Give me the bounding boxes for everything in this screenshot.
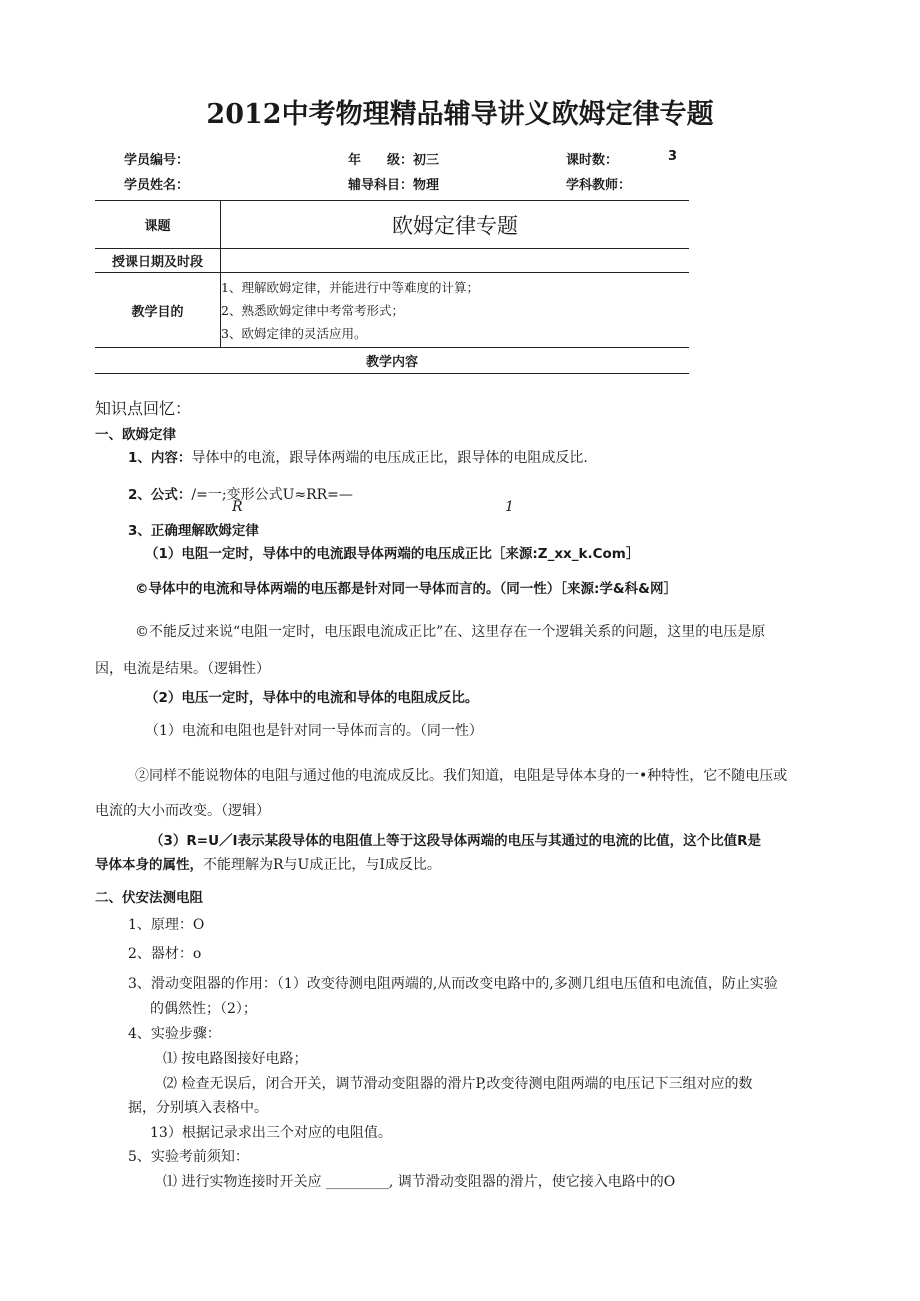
point-3-line1: （3）R=U／I表示某段导体的电阻值上等于这段导体两端的电压与其通过的电流的比值，这个比值R是 xyxy=(150,833,761,849)
step-2-line1: ⑵ 检查无误后，闭合开关，调节滑动变阻器的滑片P,改变待测电阻两端的电压记下三组对应的数 xyxy=(163,1076,753,1092)
hours-value: 3 xyxy=(668,149,678,164)
step-2-line2: 据，分别填入表格中。 xyxy=(128,1100,268,1116)
principle-line: 1、原理：O xyxy=(128,917,205,933)
point-2b-line2: 电流的大小而改变。（逻辑） xyxy=(95,803,270,819)
ohm-content-label: 1、内容： xyxy=(128,450,192,466)
ohm-formula-text: /=一;变形公式U≈RR=— xyxy=(191,487,353,503)
lesson-info-table xyxy=(95,200,689,374)
rheostat-line2: 的偶然性；（2）； xyxy=(150,1001,257,1017)
content-label: 教学内容 xyxy=(95,348,689,374)
goal-item: 1、理解欧姆定律，并能进行中等难度的计算； xyxy=(221,279,479,295)
subject-label: 辅导科目：物理 xyxy=(348,178,440,193)
rheostat-line1: 3、滑动变阻器的作用：（1）改变待测电阻两端的,从而改变电路中的,多测几组电压值和电流值，防止实验 xyxy=(128,976,778,992)
formula-one: 1 xyxy=(505,499,514,515)
goal-item: 2、熟悉欧姆定律中考常考形式； xyxy=(221,302,404,318)
goal-list xyxy=(221,273,690,348)
goal-item: 3、欧姆定律的灵活应用。 xyxy=(221,325,367,341)
understand-heading: 3、正确理解欧姆定律 xyxy=(128,523,259,539)
grade-label: 年 级：初三 xyxy=(348,153,440,168)
point-1b-line1: ©不能反过来说“电阻一定时，电压跟电流成正比”在、这里存在一个逻辑关系的问题，这里的电压是原 xyxy=(135,624,766,640)
ohm-content-text: 导体中的电流，跟导体两端的电压成正比，跟导体的电阻成反比. xyxy=(191,450,588,466)
content-row xyxy=(95,348,689,374)
document-title: 2012中考物理精品辅导讲义欧姆定律专题 xyxy=(206,99,714,130)
point-2a: （1）电流和电阻也是针对同一导体而言的。（同一性） xyxy=(145,723,483,739)
ohm-content-line xyxy=(128,446,588,467)
point-2b-line1: ②同样不能说物体的电阻与通过他的电流成反比。我们知道，电阻是导体本身的一•种特性，它不随电压或 xyxy=(135,768,788,784)
point-3-rest: 不能理解为R与U成正比，与I成反比。 xyxy=(203,857,441,873)
goal-row xyxy=(95,273,689,348)
date-label: 授课日期及时段 xyxy=(95,249,221,273)
teacher-label: 学科教师： xyxy=(566,178,632,193)
point-1b-line2: 因，电流是结果。（逻辑性） xyxy=(95,661,270,677)
section1-heading: 一、欧姆定律 xyxy=(95,427,176,443)
student-name-label: 学员姓名： xyxy=(124,178,190,193)
ohm-formula-label: 2、公式： xyxy=(128,487,192,503)
point-3-line2 xyxy=(95,853,441,874)
point-1a: ©导体中的电流和导体两端的电压都是针对同一导体而言的。（同一性）［来源:学&科&网］ xyxy=(135,581,677,597)
point-3-bold: 导体本身的属性， xyxy=(95,857,203,873)
point-1: （1）电阻一定时，导体中的电流跟导体两端的电压成正比［来源:Z_xx_k.Com］ xyxy=(145,546,640,562)
hours-label: 课时数： xyxy=(566,153,619,168)
goal-label: 教学目的 xyxy=(95,273,221,348)
step-3: 13）根据记录求出三个对应的电阻值。 xyxy=(150,1125,392,1141)
steps-heading: 4、实验步骤： xyxy=(128,1026,221,1042)
precautions-heading: 5、实验考前须知： xyxy=(128,1149,249,1165)
topic-row xyxy=(95,201,689,249)
student-id-label: 学员编号： xyxy=(124,153,190,168)
step-1: ⑴ 按电路图接好电路； xyxy=(163,1051,308,1067)
point-2: （2）电压一定时，导体中的电流和导体的电阻成反比。 xyxy=(145,690,479,706)
topic-label: 课题 xyxy=(95,201,221,249)
equipment-line: 2、器材：o xyxy=(128,946,202,962)
topic-value: 欧姆定律专题 xyxy=(221,201,690,249)
section2-heading: 二、伏安法测电阻 xyxy=(95,890,203,906)
date-row xyxy=(95,249,689,273)
recall-heading: 知识点回忆： xyxy=(95,399,192,418)
formula-r: R xyxy=(232,499,243,515)
precaution-1: ⑴ 进行实物连接时开关应 _________, 调节滑动变阻器的滑片，使它接入电路中的O xyxy=(163,1174,676,1190)
date-value xyxy=(221,249,690,273)
